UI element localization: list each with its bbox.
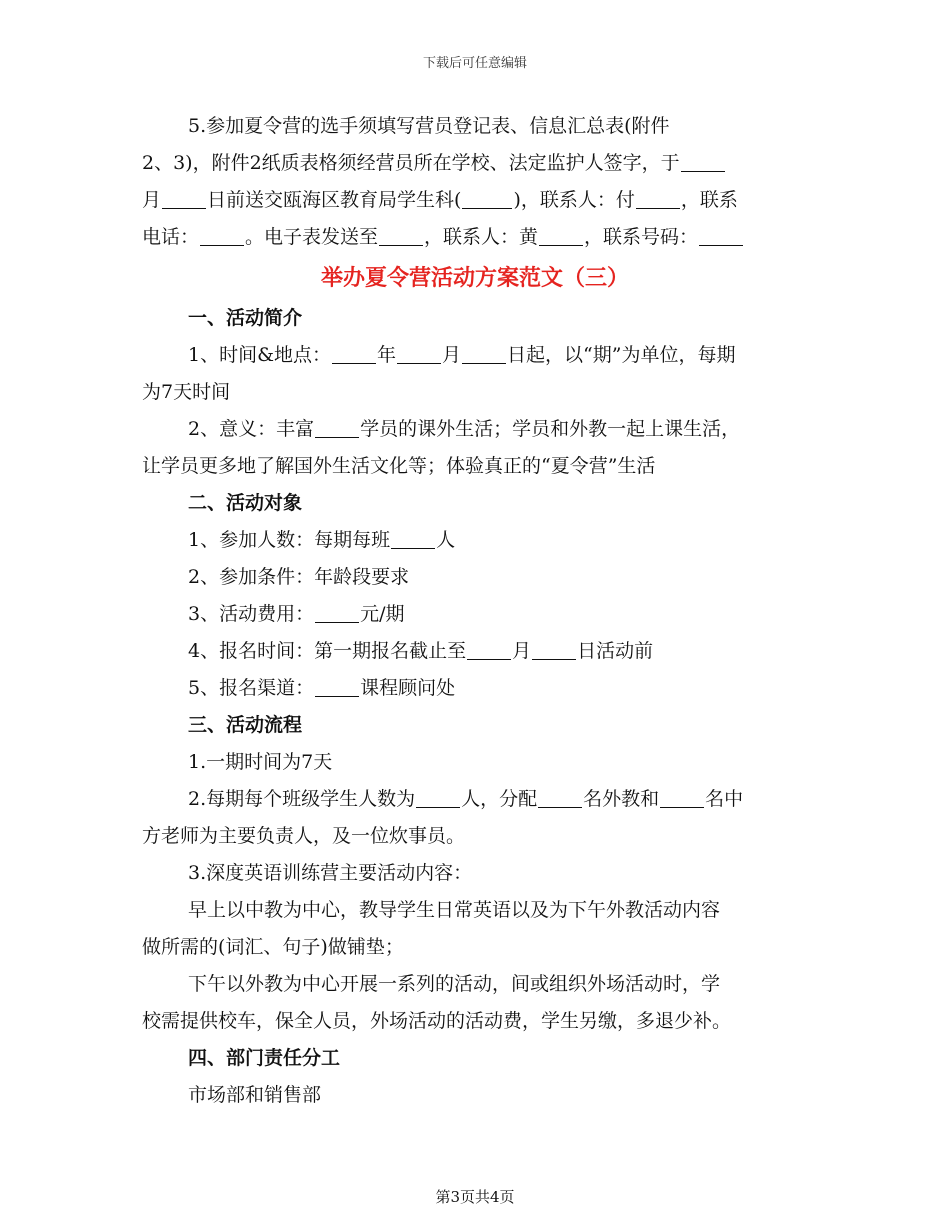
page-footer: 第3页共4页 [435, 1188, 515, 1206]
paragraph-5-line-1: 5.参加夏令营的选手须填写营员登记表、信息汇总表(附件 [188, 115, 670, 137]
paragraph-5-line-2: 2、3)，附件2纸质表格须经营员所在学校、法定监护人签字，于 [142, 145, 808, 182]
blank-field [315, 417, 359, 438]
section-heading-departments: 四、部门责任分工 [188, 1047, 341, 1069]
process-item-1: 1.一期时间为7天 [188, 751, 333, 773]
blank-field [397, 343, 441, 364]
blank-field [315, 602, 359, 623]
process-item-2: 2.每期每个班级学生人数为 人，分配 名外教和 名中 [188, 788, 744, 810]
blank-field [315, 676, 359, 697]
section-heading-target: 二、活动对象 [188, 492, 303, 514]
process-item-3: 3.深度英语训练营主要活动内容： [188, 862, 473, 884]
blank-field [538, 787, 582, 808]
process-paragraph-1-cont: 做所需的(词汇、句子)做铺垫； [142, 936, 404, 958]
blank-field [636, 188, 680, 209]
intro-item-2-cont: 让学员更多地了解国外生活文化等；体验真正的“夏令营”生活 [142, 455, 656, 477]
blank-field [532, 639, 576, 660]
paragraph-5-line-3: 月 日前送交瓯海区教育局学生科( )，联系人：付 ，联系 [142, 189, 738, 211]
page-header: 下载后可任意编辑 [422, 56, 527, 71]
blank-field [162, 188, 206, 209]
blank-field [462, 188, 512, 209]
process-paragraph-2: 下午以外教为中心开展一系列的活动，间或组织外场活动时，学 [188, 973, 721, 995]
blank-field [200, 225, 244, 246]
blank-field [391, 528, 435, 549]
departments-item-1: 市场部和销售部 [188, 1084, 322, 1106]
blank-field [379, 225, 423, 246]
section-heading-process: 三、活动流程 [188, 714, 303, 736]
document-title: 举办夏令营活动方案范文（三） [320, 265, 629, 291]
process-paragraph-2-cont: 校需提供校车，保全人员，外场活动的活动费，学生另缴，多退少补。 [142, 1010, 732, 1032]
target-item-3: 3、活动费用： 元/期 [188, 603, 405, 625]
target-item-1: 1、参加人数：每期每班 人 [188, 529, 456, 551]
blank-field [539, 225, 583, 246]
intro-item-1-cont: 为7天时间 [142, 381, 231, 403]
process-paragraph-1: 早上以中教为中心，教导学生日常英语以及为下午外教活动内容 [188, 899, 721, 921]
blank-field [416, 787, 460, 808]
blank-field [660, 787, 704, 808]
target-item-5: 5、报名渠道： 课程顾问处 [188, 677, 456, 699]
paragraph-5-line-4: 电话： 。电子表发送至 ，联系人：黄 ，联系号码： [142, 219, 808, 256]
blank-field [332, 343, 376, 364]
blank-field [699, 225, 743, 246]
blank-field [681, 151, 725, 172]
blank-field [462, 343, 506, 364]
target-item-2: 2、参加条件：年龄段要求 [188, 566, 410, 588]
document-body [142, 108, 808, 1114]
section-heading-intro: 一、活动简介 [188, 307, 303, 329]
process-item-2-cont: 方老师为主要负责人，及一位炊事员。 [142, 825, 466, 847]
blank-field [467, 639, 511, 660]
intro-item-2: 2、意义：丰富 学员的课外生活；学员和外教一起上课生活， [188, 418, 741, 440]
target-item-4: 4、报名时间：第一期报名截止至 月 日活动前 [188, 640, 654, 662]
intro-item-1: 1、时间&地点： 年 月 日起，以“期”为单位，每期 [188, 344, 736, 366]
